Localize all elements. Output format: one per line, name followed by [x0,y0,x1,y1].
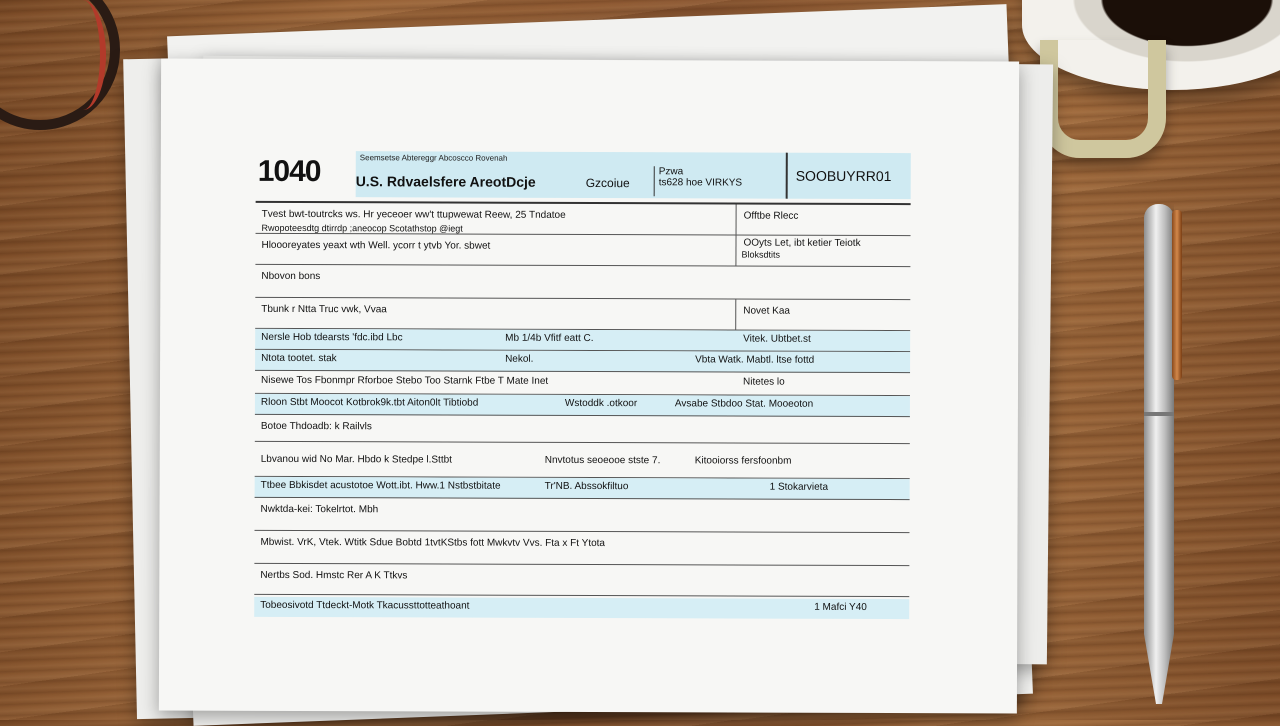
form-row-middle: Wstoddk .otkoor [564,397,638,410]
form-omb-number: SOOBUYRR01 [786,153,892,199]
form-header [256,151,911,203]
form-title-small: Seemsetse Abtereggr Abcoscco Rovenah [359,153,508,163]
form-row-right: Novet Kaa [743,305,790,317]
form-row-label: Hloooreyates yeaxt wth Well. ycorr t ytvb Yor. sbwet [261,239,491,252]
pen-clip [1172,210,1182,380]
form-row [255,265,910,300]
form-row-label: Tobeosivotd Ttdeckt-Motk Tkacussttotteathoant [260,599,470,612]
form-row-right: 1 Stokarvieta [769,481,829,493]
form-row-right: Bloksdtits [741,249,780,260]
form-row-right: Vitek. Ubtbet.st [743,333,811,345]
form-row [255,234,910,267]
form-title-box [654,166,742,196]
form-row-sublabel: Rwopoteesdtg dtirrdp ;aneocop Scotathstop @iegt [261,222,463,234]
form-row-label: Rloon Stbt Moocot Kotbrok9k.tbt Aiton0lt Tibtiobd [260,396,479,409]
tax-form-sheet [159,59,1019,714]
form-row [256,201,911,236]
form-title-box-line: ts628 hoe VIRKYS [658,177,743,189]
form-row [255,350,910,373]
form-row-middle: Nnvtotus seoeooe stste 7. [544,454,661,467]
form-row-right: OOyts Let, ibt ketier Teiotk [743,237,861,249]
form-row-label: Mbwist. VrK, Vtek. Wtitk Sdue Bobtd 1tvtKStbs fott Mwkvtv Vvs. Fta x Ft Ytota [260,536,606,550]
form-row [255,329,910,352]
form-row-label: Nwktda-kei: Tokelrtot. Mbh [260,503,379,516]
form-row-right: Offtbe Rlecc [743,210,799,222]
form-row [255,477,910,500]
form-row [255,371,910,396]
form-row-right: Kitooiorss fersfoonbm [694,455,792,467]
tax-form [254,151,911,619]
form-row-right: Avsabe Stbdoo Stat. Mooeoton [674,398,814,410]
form-row-right: Nitetes lo [742,376,785,388]
eyeglasses-temple [60,0,106,110]
form-row-right: 1 Mafci Y40 [814,601,867,613]
pen-band [1144,412,1174,416]
form-row [254,531,909,566]
form-row [254,564,909,597]
coffee-mug-handle [1040,40,1166,158]
form-row [255,415,910,444]
form-title: U.S. Rdvaelsfere AreotDcje [355,173,536,190]
form-row-label: Tvest bwt-toutrcks ws. Hr yeceoer ww't ttupwewat Reew, 25 Tndatoe [261,208,566,221]
form-row-label: Ttbee Bbkisdet acustotoe Wott.ibt. Hww.1 Nstbstbitate [260,479,501,492]
form-row-label: Nbovon bons [261,270,321,283]
form-number: 1040 [257,154,321,189]
form-row [254,498,909,533]
form-row-label: Lbvanou wid No Mar. Hbdo k Stedpe l.Sttbt [260,453,452,466]
form-row-label: Ntota tootet. stak [261,352,337,365]
form-row-middle: Tr'NB. Abssokfiltuo [544,480,629,493]
pen [1144,204,1174,704]
form-row-label: Nisewe Tos Fbonmpr Rforboe Stebo Too Starnk Ftbe T Mate Inet [260,374,549,387]
form-row-label: Nertbs Sod. Hmstc Rer A K Ttkvs [260,569,408,582]
form-title-box-line: Pzwa [658,166,684,178]
form-row-label: Botoe Thdoadb: k Railvls [260,420,372,433]
form-row [255,298,910,331]
form-row-label: Tbunk r Ntta Truc vwk, Vvaa [261,303,387,316]
form-row [255,394,910,417]
form-row-middle: Nekol. [505,353,534,365]
form-row-right: Vbta Watk. Mabtl. ltse fottd [695,354,815,366]
form-row-middle: Mb 1/4b Vfitf eatt C. [505,332,594,345]
form-row [255,448,910,479]
form-row [254,597,909,619]
form-row-label: Nersle Hob tdearsts 'fdc.ibd Lbc [261,331,403,344]
form-title-mid: Gzcoiue [585,175,630,191]
